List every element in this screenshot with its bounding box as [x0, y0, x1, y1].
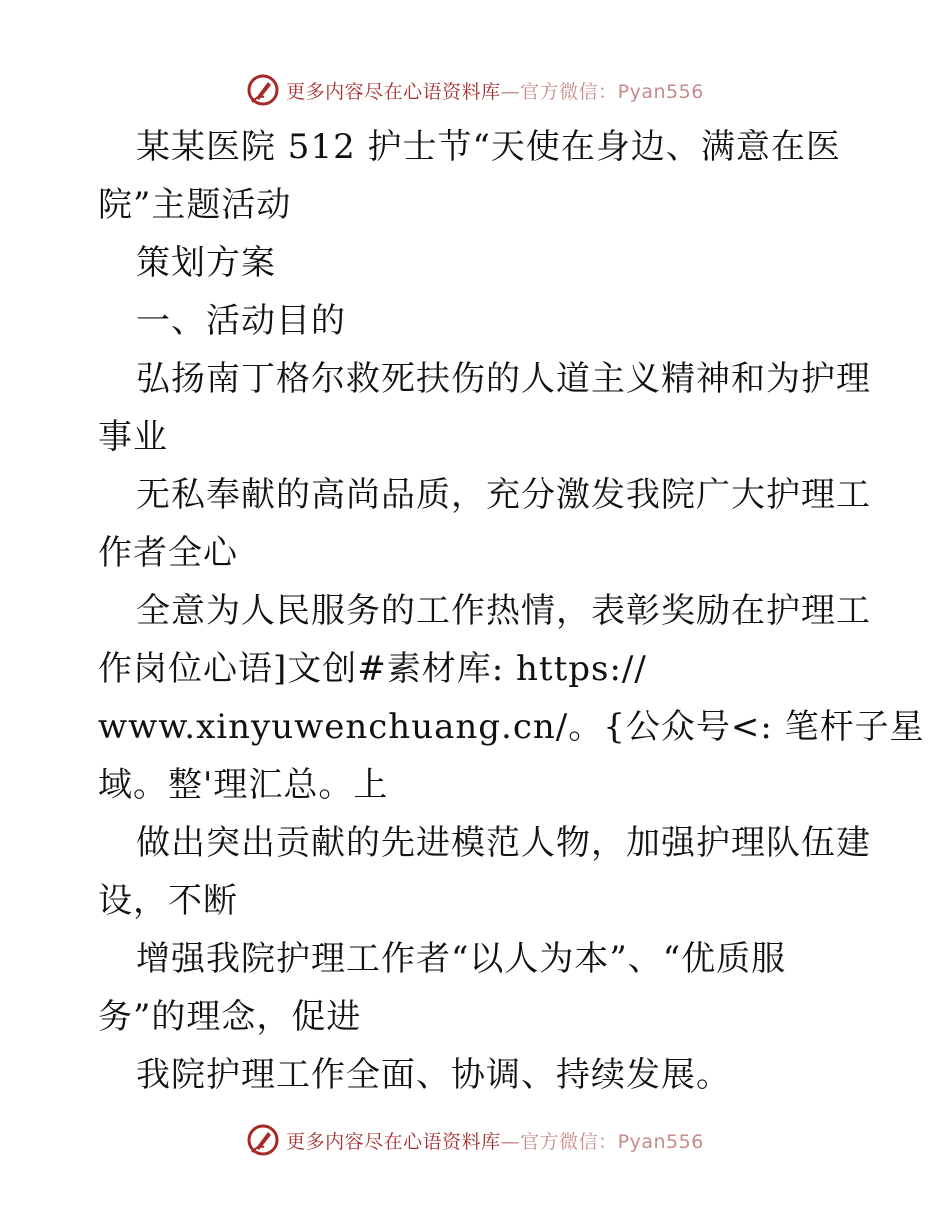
- paragraph-line: 设，不断: [98, 881, 238, 921]
- paragraph-line: www.xinyuwenchuang.cn/。{公众号<: 笔杆子星: [98, 707, 925, 747]
- paragraph-line: 务”的理念，促进: [98, 997, 362, 1037]
- paragraph-line: 无私奉献的高尚品质，充分激发我院广大护理工: [136, 475, 871, 515]
- paragraph-line: 作者全心: [98, 533, 238, 573]
- paragraph-line: 增强我院护理工作者“以人为本”、“优质服: [136, 939, 787, 979]
- watermark-wechat: 官方微信：Pyan556: [520, 80, 704, 103]
- paragraph-line: 弘扬南丁格尔救死扶伤的人道主义精神和为护理: [136, 359, 871, 399]
- pen-circle-logo-icon: [246, 1123, 280, 1157]
- paragraph-line: 做出突出贡献的先进模范人物，加强护理队伍建: [136, 823, 871, 863]
- paragraph-line: 我院护理工作全面、协调、持续发展。: [136, 1055, 731, 1095]
- watermark-text: [286, 1127, 704, 1154]
- paragraph-line: 域。整'理汇总。上: [98, 765, 389, 805]
- header-watermark: [0, 70, 950, 110]
- watermark-text: [286, 77, 704, 104]
- document-title-line-1: 某某医院 512 护士节“天使在身边、满意在医: [136, 127, 841, 167]
- watermark-dash: —: [500, 1130, 521, 1153]
- document-subtitle: 策划方案: [136, 243, 276, 283]
- footer-watermark: [0, 1120, 950, 1160]
- watermark-brand: 更多内容尽在心语资料库: [286, 80, 501, 103]
- watermark-brand: 更多内容尽在心语资料库: [286, 1130, 501, 1153]
- paragraph-line: 全意为人民服务的工作热情，表彰奖励在护理工: [136, 591, 871, 631]
- paragraph-line: 事业: [98, 417, 168, 457]
- watermark-wechat: 官方微信：Pyan556: [520, 1130, 704, 1153]
- section-heading: 一、活动目的: [136, 301, 346, 341]
- paragraph-line: 作岗位心语]文创#素材库: https://: [98, 649, 647, 689]
- watermark-dash: —: [500, 80, 521, 103]
- document-title-line-2: 院”主题活动: [98, 185, 292, 225]
- pen-circle-logo-icon: [246, 73, 280, 107]
- document-body: [98, 118, 925, 1104]
